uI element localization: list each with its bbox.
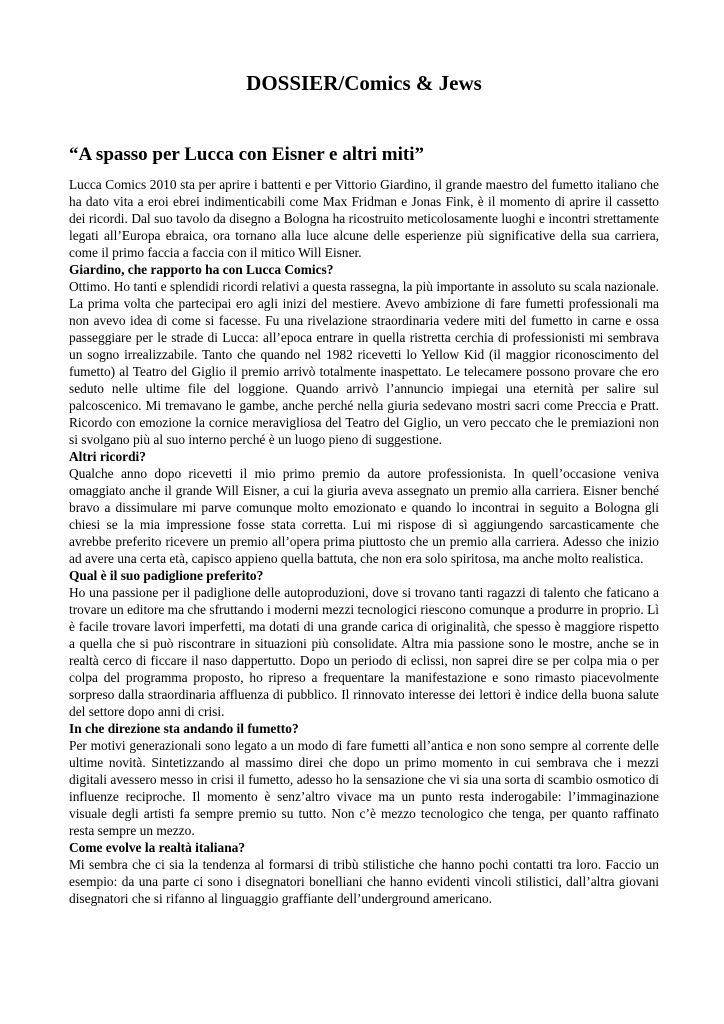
interview-answer: Ottimo. Ho tanti e splendidi ricordi relativi a questa rassegna, la più importante in assoluto su scala nazionale. La prima volta che partecipai ero agli inizi del mestiere. Avevo ambizione di fare fumetti professionali ma non avevo idea di come si facesse. Fu una rivelazione straordinaria vedere miti del fumetto in carne e ossa passeggiare per le strade di Lucca: all’epoca entrare in quella ristretta cerchia di professionisti mi sembrava un sogno irrealizzabile. Tanto che quando nel 1982 ricevetti lo Yellow Kid (il maggior riconoscimento del fumetto) al Teatro del Giglio il premio arrivò totalmente inaspettato. Le telecamere possono provare che ero seduto nelle ultime file del loggione. Quando arrivò l’annuncio impiegai una eternità per salire sul palcoscenico. Mi tremavano le gambe, anche perché nella giuria sedevano mostri sacri come Preccia e Pratt. Ricordo con emozione la cornice meravigliosa del Teatro del Giglio, un vero peccato che le premiazioni non si svolgano più al suo interno perché è un luogo pieno di suggestione. [69,279,659,447]
interview-question: In che direzione sta andando il fumetto? [69,721,299,736]
interview-question: Altri ricordi? [69,449,146,464]
dossier-title: DOSSIER/Comics & Jews [246,71,482,95]
interview-answer: Ho una passione per il padiglione delle autoproduzioni, dove si trovano tanti ragazzi di talento che faticano a trovare un editore ma che sfruttando i moderni mezzi tecnologici riescono comunque a produrre in proprio. Lì è facile trovare lavori imperfetti, ma dotati di una grande carica di originalità, che spesso è maggiore rispetto a quella che si può riscontrare in situazioni più consolidate. Altra mia passione sono le mostre, anche se in realtà cerco di ficcare il naso dappertutto. Dopo un periodo di eclissi, non saprei dire se per colpa mia o per colpa del programma proposto, ho ripreso a frequentare la manifestazione e sono rimasto piacevolmente sorpreso dalla straordinaria affluenza di pubblico. Il rinnovato interesse dei lettori è indice della buona salute del settore dopo anni di crisi. [69,585,659,719]
interview-question: Giardino, che rapporto ha con Lucca Comics? [69,262,334,277]
article-body [69,176,659,907]
article-intro: Lucca Comics 2010 sta per aprire i battenti e per Vittorio Giardino, il grande maestro del fumetto italiano che ha dato vita a eroi ebrei indimenticabili come Max Fridman e Jonas Fink, è il momento di aprire il cassetto dei ricordi. Dal suo tavolo da disegno a Bologna ha ricostruito meticolosamente luoghi e incontri strettamente legati all’Europa ebraica, ora tornano alla luce alcune delle esperienze più significative della sua carriera, come il primo faccia a faccia con il mitico Will Eisner. [69,177,659,260]
interview-answer: Mi sembra che ci sia la tendenza al formarsi di tribù stilistiche che hanno pochi contatti tra loro. Faccio un esempio: da una parte ci sono i disegnatori bonelliani che hanno evidenti vincoli stilistici, dall’altra giovani disegnatori che si rifanno al linguaggio graffiante dell’underground americano. [69,857,659,906]
interview-question: Qual è il suo padiglione preferito? [69,568,264,583]
article-title: “A spasso per Lucca con Eisner e altri miti” [69,144,425,165]
interview-answer: Qualche anno dopo ricevetti il mio primo premio da autore professionista. In quell’occasione veniva omaggiato anche il grande Will Eisner, a cui la giuria aveva assegnato un premio alla carriera. Eisner benché bravo a dissimulare mi parve comunque molto emozionato e quando lo incontrai in seguito a Bologna gli chiesi se la mia impressione fosse stata corretta. Lui mi rispose di sì aggiungendo sarcasticamente che avrebbe preferito ricevere un premio all’opera prima piuttosto che un premio alla carriera. Adesso che inizio ad avere una certa età, capisco appieno quella battuta, che non era solo spiritosa, ma anche molto realistica. [69,466,659,566]
interview-answer: Per motivi generazionali sono legato a un modo di fare fumetti all’antica e non sono sempre al corrente delle ultime novità. Sintetizzando al massimo direi che dopo un primo momento in cui sembrava che i mezzi digitali avessero messo in crisi il fumetto, adesso ho la sensazione che vi sia una sorta di scambio osmotico di influenze reciproche. Il momento è senz’altro vivace ma un punto resta inderogabile: l’immaginazione visuale degli artisti fa sempre premio su tutto. Non c’è mezzo tecnologico che tenga, per quanto raffinato resta sempre un mezzo. [69,738,659,838]
interview-question: Come evolve la realtà italiana? [69,840,246,855]
